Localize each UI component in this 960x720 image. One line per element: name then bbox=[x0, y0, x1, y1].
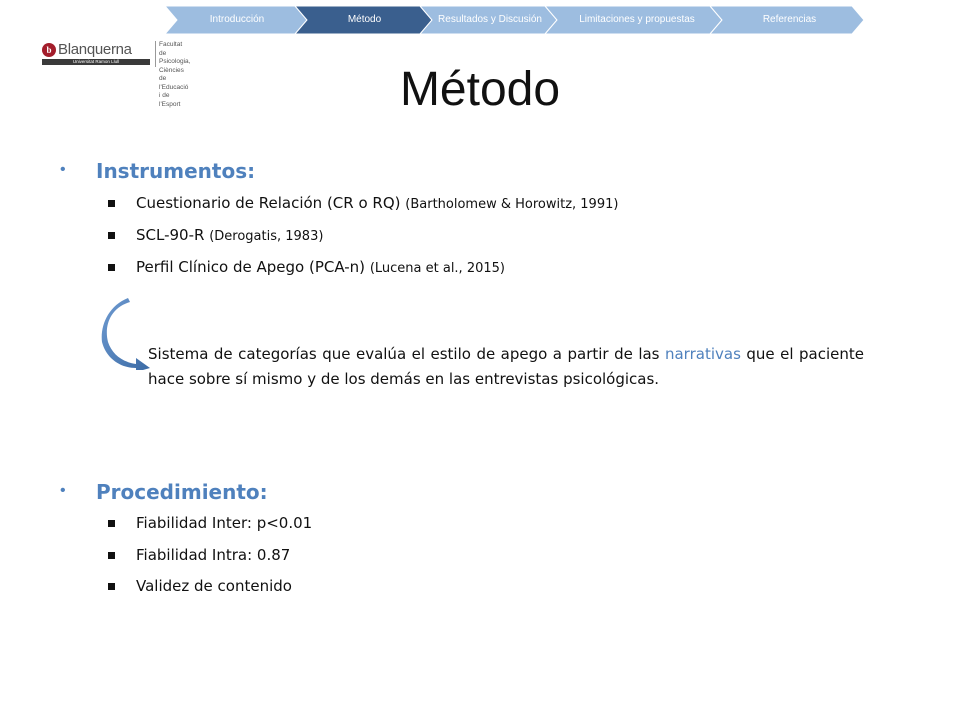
logo-brand-name: Blanquerna bbox=[58, 41, 132, 58]
bullet-dot-icon: • bbox=[60, 161, 66, 178]
instrument-citation: (Derogatis, 1983) bbox=[209, 229, 324, 244]
logo-faculty-line-1: Facultat de Psicologia, bbox=[159, 41, 191, 65]
bullet-dot-icon: • bbox=[60, 482, 66, 499]
instrument-name: SCL-90-R bbox=[136, 226, 210, 244]
square-bullet-icon bbox=[108, 583, 115, 590]
curved-arrow-icon bbox=[100, 298, 150, 370]
square-bullet-icon bbox=[108, 264, 115, 271]
square-bullet-icon bbox=[108, 200, 115, 207]
logo-faculty-line-3: i de l'Esport bbox=[159, 92, 181, 108]
logo-mark-icon: b bbox=[42, 43, 56, 57]
instrument-citation: (Bartholomew & Horowitz, 1991) bbox=[405, 197, 619, 212]
logo-university-strip: Universitat Ramon Llull bbox=[42, 59, 150, 65]
nav-item-resultados[interactable]: Resultados y Discusión bbox=[438, 14, 542, 25]
instrument-name: Cuestionario de Relación (CR o RQ) bbox=[136, 194, 406, 212]
nav-item-limitaciones[interactable]: Limitaciones y propuestas bbox=[579, 14, 695, 25]
procedure-item: Validez de contenido bbox=[136, 577, 292, 595]
instrumentos-heading: Instrumentos: bbox=[96, 159, 256, 183]
page-title: Método bbox=[399, 63, 561, 116]
nav-item-metodo[interactable]: Método bbox=[347, 14, 382, 25]
instrument-item bbox=[136, 226, 323, 244]
logo-faculty-line-2: Ciències de l'Educació bbox=[159, 66, 189, 91]
nav-item-introduccion[interactable]: Introducción bbox=[209, 14, 265, 25]
instrument-name: Perfil Clínico de Apego (PCA-n) bbox=[136, 258, 370, 276]
procedimiento-heading: Procedimiento: bbox=[96, 480, 268, 504]
square-bullet-icon bbox=[108, 232, 115, 239]
instrument-item bbox=[136, 258, 505, 276]
description-text-end: que el paciente hace sobre sí mismo y de los demás en las entrevistas psicológicas. bbox=[148, 345, 864, 388]
pca-description bbox=[148, 342, 864, 392]
instrument-citation: (Lucena et al., 2015) bbox=[369, 261, 505, 276]
description-text-start: Sistema de categorías que evalúa el estilo de apego a partir de las bbox=[148, 345, 665, 363]
section-navigation bbox=[0, 0, 960, 44]
procedure-item: Fiabilidad Inter: p<0.01 bbox=[136, 514, 313, 532]
instrument-item bbox=[136, 194, 618, 212]
procedure-item: Fiabilidad Intra: 0.87 bbox=[136, 546, 291, 564]
square-bullet-icon bbox=[108, 520, 115, 527]
square-bullet-icon bbox=[108, 552, 115, 559]
nav-item-referencias[interactable]: Referencias bbox=[762, 14, 817, 25]
description-highlight: narrativas bbox=[664, 345, 741, 363]
